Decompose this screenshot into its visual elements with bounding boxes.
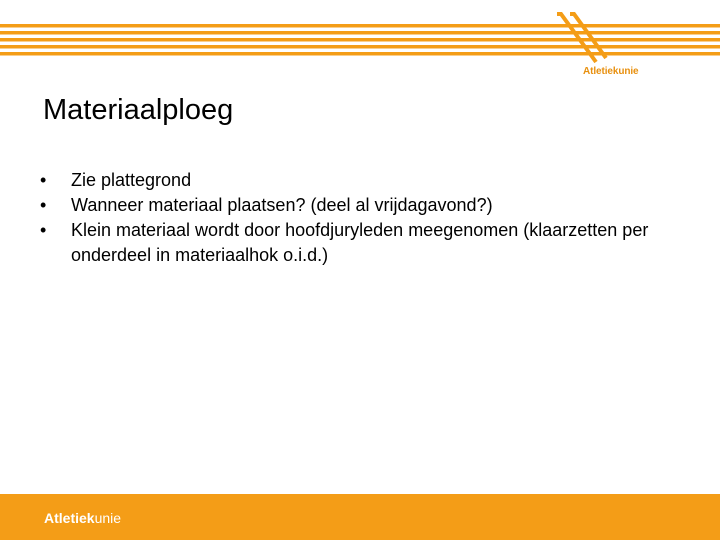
footer-brand-bold: Atletiek <box>44 510 95 526</box>
bullet-icon: • <box>40 220 47 240</box>
bullet-list <box>40 168 700 268</box>
slide-title: Materiaalploeg <box>43 94 234 126</box>
bullet-icon: • <box>40 170 47 190</box>
bullet-text: Wanneer materiaal plaatsen? (deel al vrijdagavond?) <box>71 195 493 215</box>
footer-bar <box>0 494 720 540</box>
bullet-text: Klein materiaal wordt door hoofdjuryleden meegenomen (klaarzetten per onderdeel in materiaalhok o.i.d.) <box>71 220 649 265</box>
bullet-icon: • <box>40 195 47 215</box>
bullet-item <box>40 193 700 218</box>
footer-brand-logo <box>44 510 121 526</box>
header-stripes <box>0 0 720 70</box>
footer-brand-light: unie <box>94 510 122 526</box>
brand-logo: Atletiekunie <box>583 66 639 77</box>
bullet-item <box>40 218 700 268</box>
bullet-text: Zie plattegrond <box>71 170 192 190</box>
bullet-item <box>40 168 700 193</box>
